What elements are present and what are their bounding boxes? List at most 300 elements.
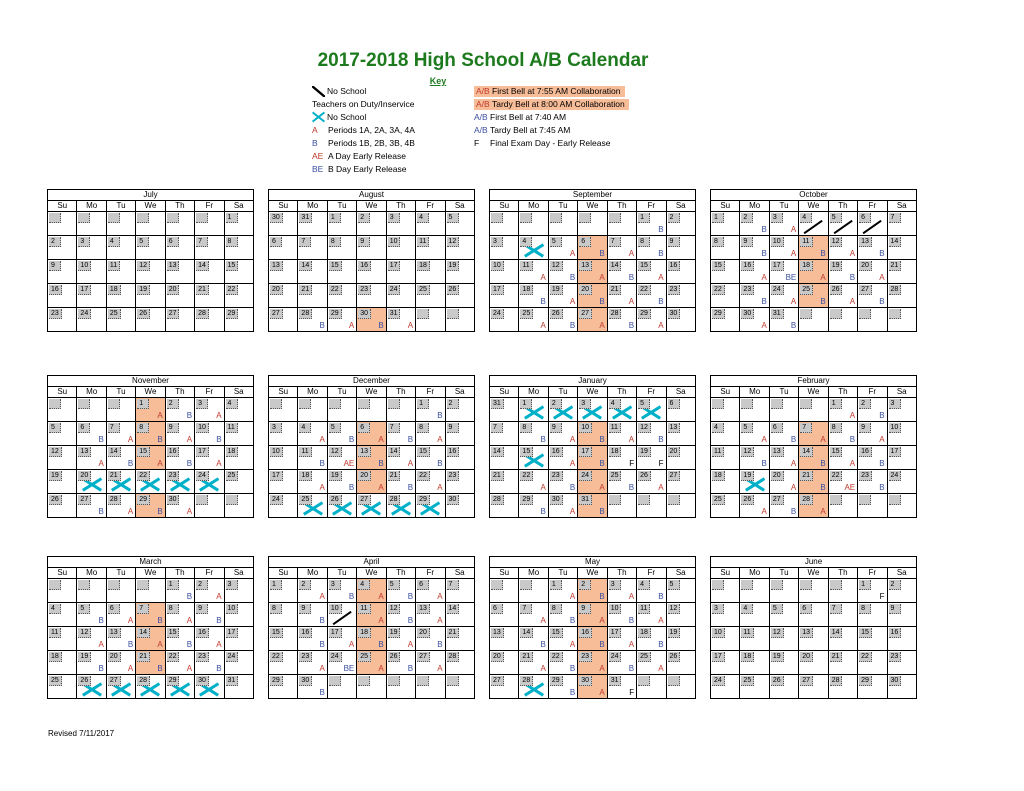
day-cell <box>829 627 858 650</box>
weekday-label: We <box>136 568 165 578</box>
day-code: B <box>157 507 163 516</box>
day-code: A <box>216 411 222 420</box>
day-number: 20 <box>491 652 504 662</box>
day-number: 2 <box>299 580 311 590</box>
day-cell <box>136 446 165 469</box>
day-cell <box>446 284 474 307</box>
day-cell <box>195 422 224 445</box>
day-number: 15 <box>712 261 725 271</box>
day-number: 25 <box>226 471 239 481</box>
weekday-label: We <box>357 387 386 397</box>
day-cell <box>578 627 607 650</box>
week-row <box>269 308 474 331</box>
day-code: B <box>761 297 767 306</box>
day-number: 20 <box>417 628 430 638</box>
day-cell <box>637 627 666 650</box>
day-number: 30 <box>447 495 460 505</box>
day-cell <box>578 651 607 674</box>
day-cell <box>858 603 887 626</box>
day-cell <box>711 603 740 626</box>
day-cell <box>416 446 445 469</box>
day-code: B <box>879 483 885 492</box>
weekday-label: Th <box>166 201 195 211</box>
day-code: B <box>628 321 635 330</box>
day-cell <box>711 627 740 650</box>
day-number: 24 <box>270 495 283 505</box>
day-cell <box>608 494 637 517</box>
day-cell <box>416 308 445 331</box>
day-number: 23 <box>49 309 62 319</box>
weekday-label: We <box>799 568 828 578</box>
day-cell <box>519 308 548 331</box>
day-cell <box>357 627 386 650</box>
day-number: 31 <box>388 309 401 319</box>
day-code: A <box>599 483 605 492</box>
day-number: 4 <box>741 604 753 614</box>
day-number <box>579 213 591 223</box>
day-cell <box>637 446 666 469</box>
legend-item <box>474 112 566 123</box>
day-number: 27 <box>859 285 872 295</box>
day-number: 22 <box>638 285 651 295</box>
day-number <box>771 580 783 590</box>
day-cell <box>519 398 548 421</box>
week-row <box>48 603 253 627</box>
day-cell <box>578 446 607 469</box>
day-code: A <box>98 640 104 649</box>
day-code: A <box>569 459 576 468</box>
day-cell <box>48 260 77 283</box>
month-name: December <box>269 376 474 387</box>
day-code: B <box>790 435 797 444</box>
day-number: 10 <box>579 423 592 433</box>
day-code: A <box>437 483 443 492</box>
day-number: 30 <box>270 213 283 223</box>
day-number: 1 <box>859 580 871 590</box>
day-code: B <box>378 459 384 468</box>
day-cell <box>578 308 607 331</box>
day-number: 13 <box>491 628 504 638</box>
day-cell <box>888 422 916 445</box>
day-code: A <box>569 507 576 516</box>
day-cell <box>608 236 637 259</box>
legend-code: F <box>474 138 480 148</box>
day-cell <box>225 470 253 493</box>
day-cell <box>48 579 77 602</box>
weekday-label: Sa <box>454 568 465 577</box>
day-code: B <box>407 664 414 673</box>
day-number: 10 <box>329 604 342 614</box>
day-number: 11 <box>609 423 621 433</box>
day-cell <box>136 627 165 650</box>
day-number: 6 <box>108 604 120 614</box>
day-cell <box>387 627 416 650</box>
month-june <box>710 556 917 699</box>
day-number: 11 <box>108 261 120 271</box>
day-cell <box>519 627 548 650</box>
day-number: 21 <box>830 652 843 662</box>
week-row <box>48 579 253 603</box>
day-cell <box>225 494 253 517</box>
day-cell <box>608 212 637 235</box>
day-cell <box>888 308 916 331</box>
day-number: 6 <box>417 580 429 590</box>
day-code: B <box>569 273 576 282</box>
day-cell <box>357 470 386 493</box>
day-cell <box>107 284 136 307</box>
day-cell <box>667 284 695 307</box>
day-code: A <box>569 435 576 444</box>
day-number: 6 <box>167 237 179 247</box>
day-code: A <box>790 297 797 306</box>
weekday-label: Tu <box>770 387 799 397</box>
week-row <box>490 494 695 517</box>
day-cell <box>490 308 519 331</box>
day-code: B <box>628 483 635 492</box>
day-code: B <box>437 459 443 468</box>
day-cell <box>608 398 637 421</box>
day-cell <box>608 470 637 493</box>
day-cell <box>107 675 136 698</box>
day-number <box>491 580 503 590</box>
day-number: 19 <box>78 652 91 662</box>
weekday-label: Sa <box>896 568 907 577</box>
day-cell <box>107 308 136 331</box>
day-number: 28 <box>609 309 622 319</box>
day-cell <box>107 603 136 626</box>
day-cell <box>446 675 474 698</box>
day-code: A <box>790 249 797 258</box>
day-number: 31 <box>609 676 622 686</box>
day-number: 28 <box>830 676 843 686</box>
day-number: 10 <box>609 604 622 614</box>
day-cell <box>829 675 858 698</box>
day-number: 14 <box>196 261 209 271</box>
day-cell <box>269 494 298 517</box>
day-code: B <box>348 483 355 492</box>
day-cell <box>136 675 165 698</box>
day-number: 29 <box>550 676 563 686</box>
day-number: 6 <box>771 423 783 433</box>
day-cell <box>387 284 416 307</box>
day-number: 19 <box>668 628 681 638</box>
day-number: 25 <box>358 652 371 662</box>
day-cell <box>490 627 519 650</box>
day-number: 3 <box>270 423 282 433</box>
day-code: B <box>98 507 104 516</box>
day-cell <box>829 422 858 445</box>
day-code: B <box>599 592 605 601</box>
day-number: 22 <box>226 285 239 295</box>
day-number: 24 <box>226 652 239 662</box>
day-number: 25 <box>609 471 622 481</box>
day-cell <box>225 627 253 650</box>
weekday-label: Fr <box>195 568 224 578</box>
day-cell <box>446 627 474 650</box>
day-cell <box>858 675 887 698</box>
day-cell <box>740 579 769 602</box>
day-number: 28 <box>491 495 504 505</box>
day-cell <box>490 212 519 235</box>
day-number: 12 <box>388 604 401 614</box>
day-number: 20 <box>108 652 121 662</box>
day-cell <box>107 470 136 493</box>
day-cell <box>269 212 298 235</box>
day-number <box>388 399 400 409</box>
day-cell <box>269 603 298 626</box>
day-cell <box>136 284 165 307</box>
weekday-label: Tu <box>549 201 578 211</box>
day-number: 26 <box>388 652 401 662</box>
day-number: 17 <box>270 471 283 481</box>
day-number <box>78 213 90 223</box>
day-cell <box>328 212 357 235</box>
day-number: 31 <box>226 676 239 686</box>
weekday-label: Tu <box>328 387 357 397</box>
day-cell <box>48 470 77 493</box>
weekday-label: Sa <box>454 201 465 210</box>
day-cell <box>888 236 916 259</box>
weekday-label: Mo <box>519 387 548 397</box>
day-cell <box>107 422 136 445</box>
weekday-label: Tu <box>107 387 136 397</box>
day-cell <box>490 579 519 602</box>
day-code: B <box>407 435 414 444</box>
day-number: 17 <box>491 285 504 295</box>
day-number <box>800 580 812 590</box>
day-number: 5 <box>830 213 842 223</box>
day-cell <box>799 651 828 674</box>
weekday-header <box>269 201 474 212</box>
day-code: A <box>761 435 767 444</box>
day-cell <box>195 398 224 421</box>
day-number: 15 <box>270 628 283 638</box>
day-cell <box>637 260 666 283</box>
day-code: A <box>319 483 325 492</box>
day-number: 30 <box>550 495 563 505</box>
day-cell <box>667 627 695 650</box>
day-code: B <box>628 664 635 673</box>
week-row <box>490 579 695 603</box>
day-number: 10 <box>270 447 283 457</box>
day-cell <box>416 494 445 517</box>
day-code: F <box>879 592 885 601</box>
day-number: 29 <box>417 495 430 505</box>
day-code: B <box>319 616 325 625</box>
day-cell <box>166 422 195 445</box>
day-cell <box>446 398 474 421</box>
day-cell <box>328 398 357 421</box>
week-row <box>48 651 253 675</box>
day-code: B <box>879 459 885 468</box>
day-cell <box>711 579 740 602</box>
weekday-label: Fr <box>637 568 666 578</box>
day-cell <box>107 260 136 283</box>
day-code: B <box>348 592 355 601</box>
day-cell <box>387 494 416 517</box>
day-code: A <box>658 664 664 673</box>
legend-item <box>312 164 406 175</box>
week-row <box>269 236 474 260</box>
day-cell <box>519 494 548 517</box>
day-number <box>830 495 842 505</box>
day-number: 9 <box>299 604 311 614</box>
day-number: 26 <box>830 285 843 295</box>
day-cell <box>195 579 224 602</box>
week-row <box>711 603 916 627</box>
day-cell <box>357 260 386 283</box>
day-code: B <box>658 592 664 601</box>
week-row <box>48 398 253 422</box>
day-number: 6 <box>800 604 812 614</box>
day-cell <box>549 398 578 421</box>
day-code: A <box>437 592 443 601</box>
weekday-label: Fr <box>858 201 887 211</box>
month-december <box>268 375 475 518</box>
day-number: 23 <box>299 652 312 662</box>
weekday-header <box>48 568 253 579</box>
weekday-label: Sa <box>454 387 465 396</box>
day-cell <box>829 603 858 626</box>
legend-item <box>312 125 415 136</box>
day-cell <box>740 260 769 283</box>
day-number: 19 <box>447 261 460 271</box>
day-number: 12 <box>49 447 62 457</box>
legend-item <box>312 151 406 162</box>
week-row <box>48 308 253 331</box>
week-row <box>269 422 474 446</box>
day-cell <box>269 236 298 259</box>
day-number: 15 <box>638 261 651 271</box>
day-cell <box>136 212 165 235</box>
day-code: A <box>761 273 767 282</box>
legend-text: A Day Early Release <box>328 151 406 161</box>
day-cell <box>416 236 445 259</box>
weekday-label: Fr <box>858 387 887 397</box>
day-number: 30 <box>358 309 371 319</box>
day-cell <box>829 398 858 421</box>
day-number: 4 <box>108 237 120 247</box>
day-number: 28 <box>889 285 902 295</box>
day-cell <box>799 494 828 517</box>
day-code: A <box>216 459 222 468</box>
day-number: 12 <box>329 447 342 457</box>
day-number: 16 <box>550 447 563 457</box>
day-number: 26 <box>49 495 62 505</box>
day-cell <box>711 651 740 674</box>
legend-text: Tardy Bell at 8:00 AM Collaboration <box>492 99 625 109</box>
day-cell <box>446 651 474 674</box>
legend-code: A/B <box>474 112 488 122</box>
day-number: 28 <box>299 309 312 319</box>
day-number: 23 <box>447 471 460 481</box>
day-cell <box>799 470 828 493</box>
day-cell <box>136 494 165 517</box>
legend-item <box>474 99 629 110</box>
day-cell <box>166 308 195 331</box>
day-number: 22 <box>329 285 342 295</box>
day-cell <box>416 260 445 283</box>
day-cell <box>107 398 136 421</box>
day-cell <box>858 470 887 493</box>
day-cell <box>770 579 799 602</box>
day-cell <box>357 446 386 469</box>
day-cell <box>578 260 607 283</box>
day-cell <box>328 284 357 307</box>
day-number: 13 <box>417 604 430 614</box>
day-number: 27 <box>800 676 813 686</box>
day-number: 30 <box>167 495 180 505</box>
day-number: 23 <box>859 471 872 481</box>
day-code: A <box>127 664 134 673</box>
day-cell <box>770 603 799 626</box>
day-cell <box>667 236 695 259</box>
day-cell <box>269 470 298 493</box>
day-cell <box>446 236 474 259</box>
week-row <box>711 212 916 236</box>
day-cell <box>269 579 298 602</box>
day-cell <box>740 470 769 493</box>
day-number <box>771 399 783 409</box>
day-code: B <box>540 507 546 516</box>
day-number: 14 <box>491 447 504 457</box>
day-cell <box>269 651 298 674</box>
day-number: 19 <box>830 261 843 271</box>
day-cell <box>77 422 106 445</box>
day-cell <box>195 651 224 674</box>
weekday-label: Fr <box>637 387 666 397</box>
day-cell <box>136 470 165 493</box>
day-code: A <box>378 483 384 492</box>
day-cell <box>357 579 386 602</box>
day-number: 8 <box>638 237 650 247</box>
day-code: B <box>790 321 797 330</box>
day-cell <box>549 308 578 331</box>
day-number: 4 <box>520 237 532 247</box>
day-cell <box>637 651 666 674</box>
day-code: B <box>820 297 826 306</box>
day-cell <box>578 603 607 626</box>
day-number: 29 <box>270 676 283 686</box>
day-number <box>741 399 753 409</box>
day-number <box>520 580 532 590</box>
day-cell <box>298 470 327 493</box>
month-name: January <box>490 376 695 387</box>
legend-item <box>474 138 610 149</box>
week-row <box>711 236 916 260</box>
day-cell <box>740 675 769 698</box>
day-number: 6 <box>358 423 370 433</box>
day-cell <box>770 236 799 259</box>
day-number: 19 <box>137 285 150 295</box>
day-number: 1 <box>270 580 282 590</box>
day-number: 26 <box>329 495 342 505</box>
day-cell <box>166 579 195 602</box>
day-cell <box>166 236 195 259</box>
day-cell <box>770 308 799 331</box>
day-number: 20 <box>579 285 592 295</box>
day-cell <box>269 308 298 331</box>
day-cell <box>858 398 887 421</box>
day-cell <box>195 284 224 307</box>
weekday-label: We <box>357 568 386 578</box>
day-cell <box>269 284 298 307</box>
day-code: A <box>820 435 826 444</box>
day-number: 25 <box>520 309 533 319</box>
day-code: A <box>407 640 414 649</box>
day-number: 25 <box>712 495 725 505</box>
day-number: 7 <box>196 237 208 247</box>
